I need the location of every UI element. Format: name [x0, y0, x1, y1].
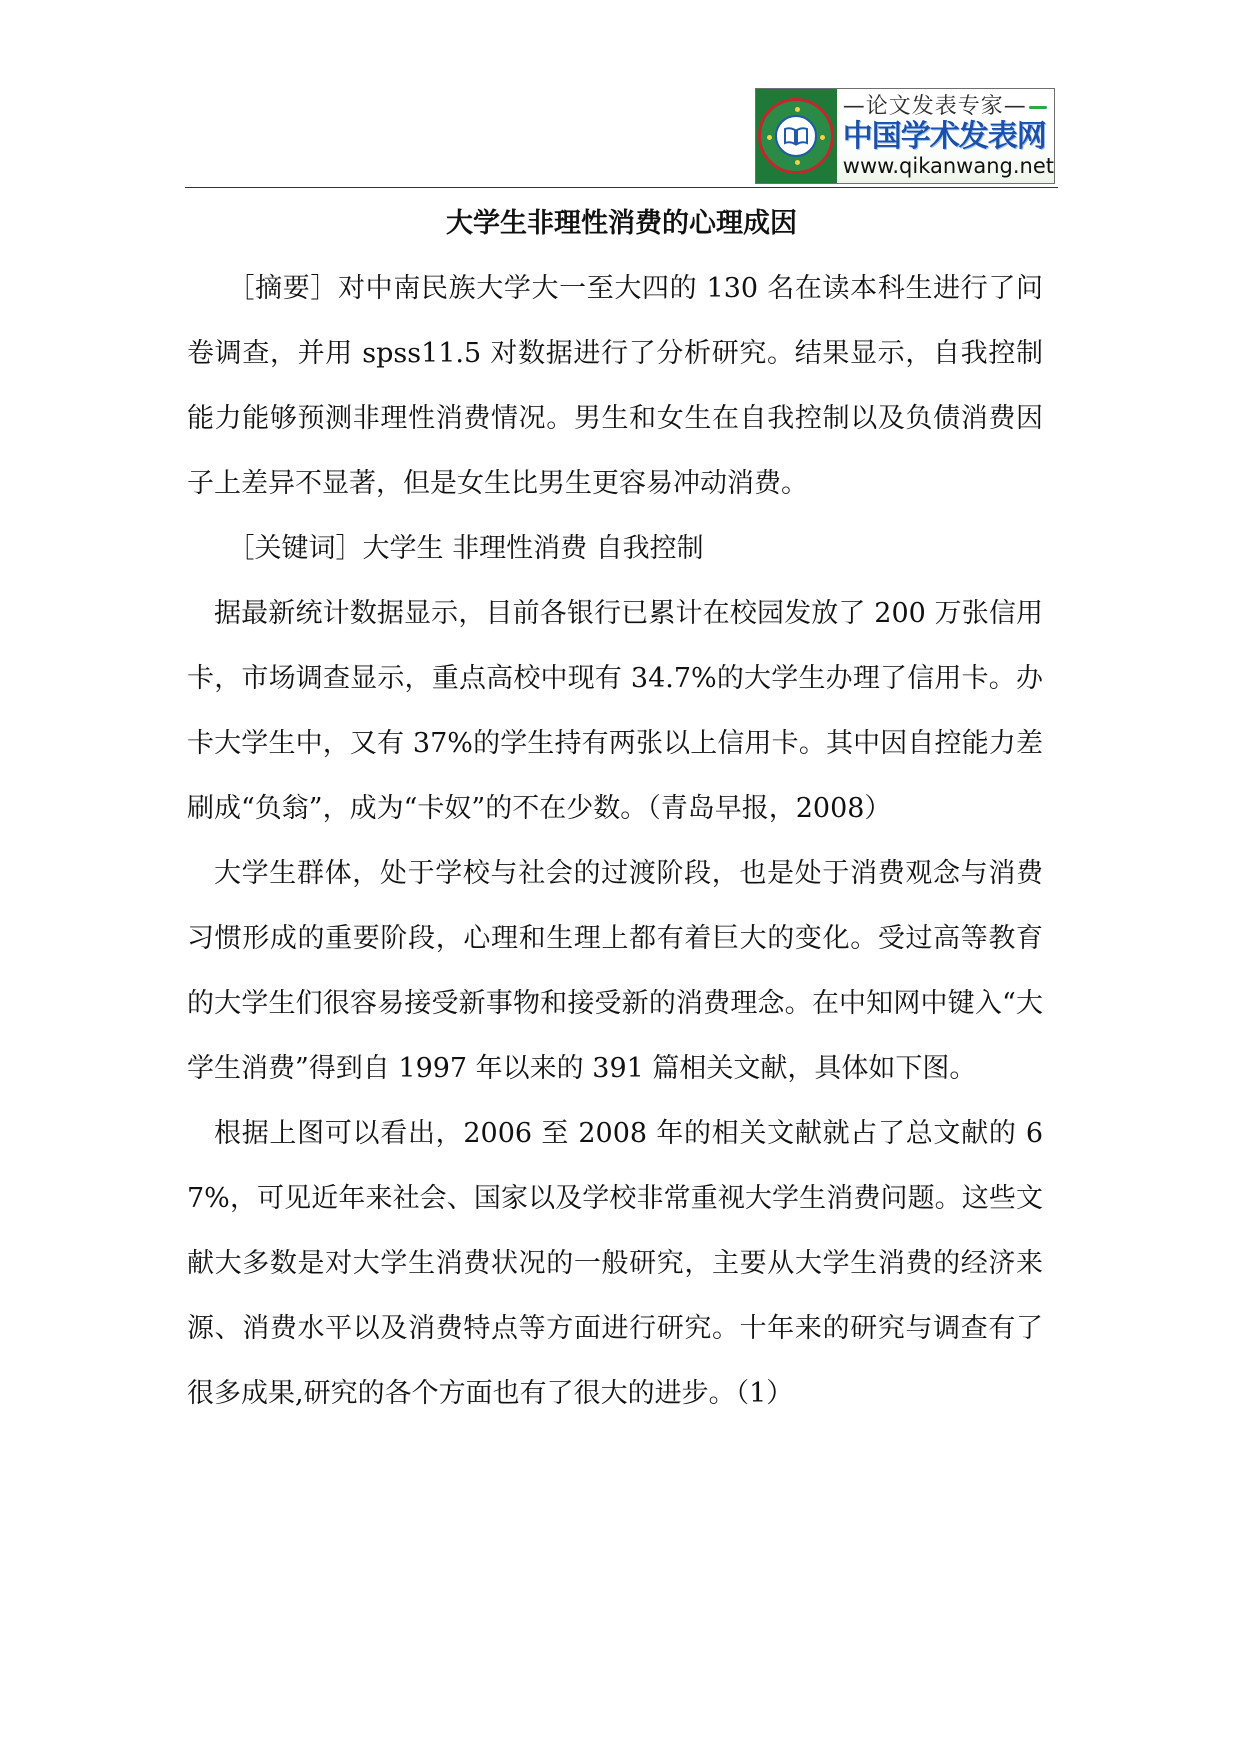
site-logo — [755, 88, 1055, 184]
body-paragraph-1: 据最新统计数据显示，目前各银行已累计在校园发放了 200 万张信用卡，市场调查显示，重点高校中现有 34.7%的大学生办理了信用卡。办卡大学生中，又有 37%的学生持有两张以上信用卡。其中因自控能力差刷成“负翁”，成为“卡奴”的不在少数。（青岛早报，2008） — [187, 598, 1043, 824]
header-divider — [185, 187, 1058, 188]
swoosh-icon — [1029, 106, 1047, 109]
article-title: 大学生非理性消费的心理成因 — [446, 208, 797, 239]
abstract-paragraph: ［摘要］对中南民族大学大一至大四的 130 名在读本科生进行了问卷调查，并用 spss11.5 对数据进行了分析研究。结果显示，自我控制能力能够预测非理性消费情况。男生和女生在自我控制以及负债消费因子上差异不显著，但是女生比男生更容易冲动消费。 — [187, 273, 1043, 499]
seal-emblem-icon — [756, 89, 837, 183]
body-paragraph-3: 根据上图可以看出，2006 至 2008 年的相关文献就占了总文献的 67%，可见近年来社会、国家以及学校非常重视大学生消费问题。这些文献大多数是对大学生消费状况的一般研究，主要从大学生消费的经济来源、消费水平以及消费特点等方面进行研究。十年来的研究与调查有了很多成果,研究的各个方面也有了很大的进步。（1） — [187, 1118, 1043, 1409]
logo-text-block — [837, 89, 1054, 183]
keywords-paragraph: ［关键词］大学生 非理性消费 自我控制 — [227, 533, 704, 564]
article-body — [187, 256, 1043, 1426]
logo-url: www.qikanwang.net — [842, 154, 1054, 178]
body-paragraph-2: 大学生群体，处于学校与社会的过渡阶段，也是处于消费观念与消费习惯形成的重要阶段，心理和生理上都有着巨大的变化。受过高等教育的大学生们很容易接受新事物和接受新的消费理念。在中知网中键入“大学生消费”得到自 1997 年以来的 391 篇相关文献，具体如下图。 — [187, 858, 1043, 1084]
logo-slogan: —论文发表专家— — [843, 94, 1054, 120]
open-book-icon — [783, 126, 809, 146]
logo-brand: 中国学术发表网 — [842, 119, 1046, 154]
